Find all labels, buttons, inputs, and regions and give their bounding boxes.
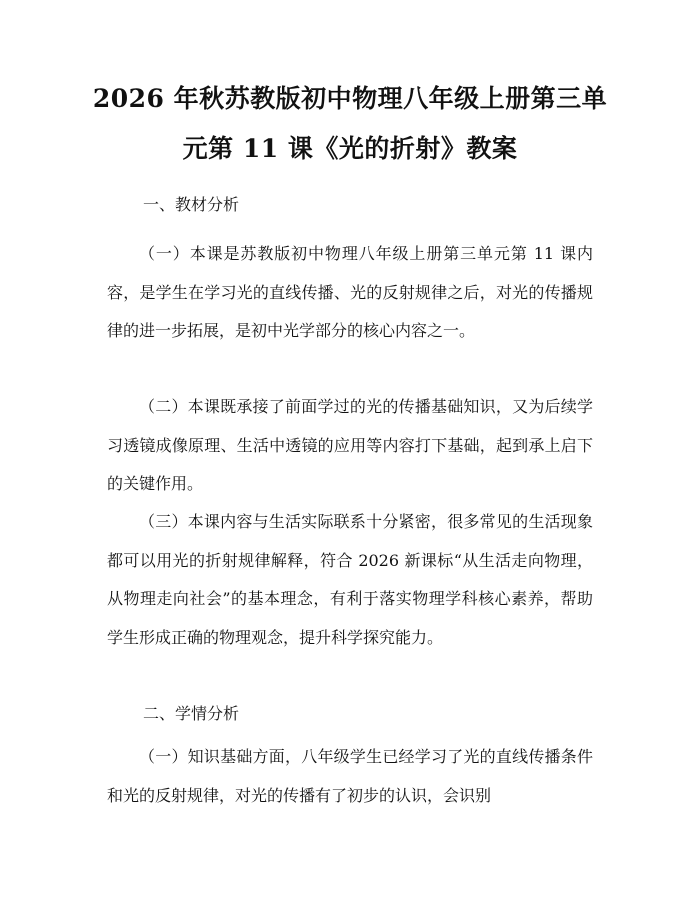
section-heading-textbook-analysis: 一、教材分析 [143,195,240,214]
document-title-line-2: 元第 11 课《光的折射》教案 [182,134,518,163]
paragraph: （一）本课是苏教版初中物理八年级上册第三单元第 11 课内容，是学生在学习光的直线传播、光的反射规律之后，对光的传播规律的进一步拓展，是初中光学部分的核心内容之一。 [107,244,593,340]
section-heading-student-analysis: 二、学情分析 [143,704,240,723]
document-title-line-1: 2026 年秋苏教版初中物理八年级上册第三单 [92,84,608,113]
paragraph: （一）知识基础方面，八年级学生已经学习了光的直线传播条件和光的反射规律，对光的传播有了初步的认识，会识别 [107,747,593,805]
paragraph: （二）本课既承接了前面学过的光的传播基础知识，又为后续学习透镜成像原理、生活中透镜的应用等内容打下基础，起到承上启下的关键作用。 [107,397,593,493]
paragraph: （三）本课内容与生活实际联系十分紧密，很多常见的生活现象都可以用光的折射规律解释，符合 2026 新课标“从生活走向物理，从物理走向社会”的基本理念，有利于落实物理学科核心素养，帮助学生形成正确的物理观念，提升科学探究能力。 [107,512,593,647]
